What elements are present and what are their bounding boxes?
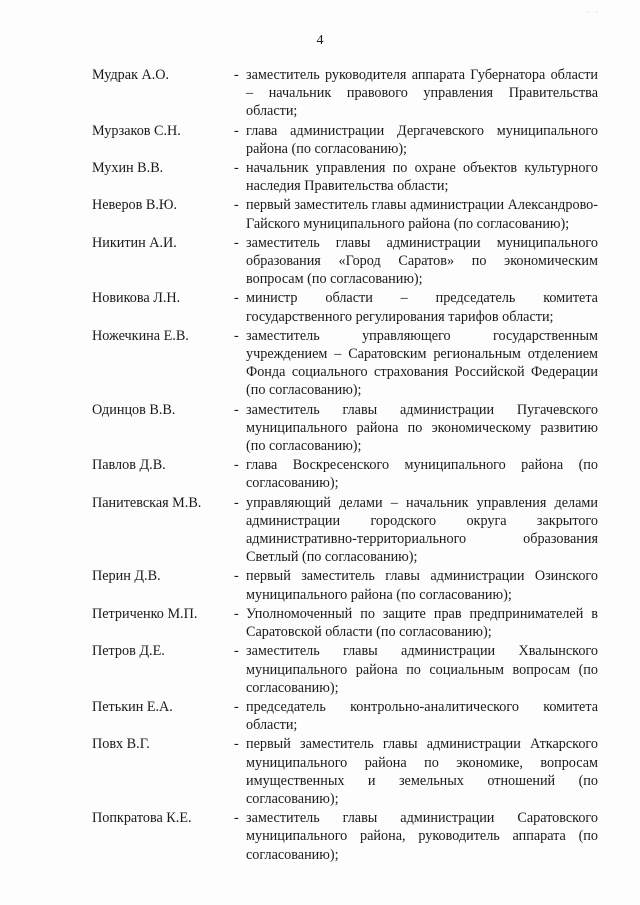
member-name: Попкратова К.Е.: [92, 810, 192, 827]
member-name: Мудрак А.О.: [92, 67, 170, 83]
member-name: Неверов В.Ю.: [92, 197, 178, 214]
dash-separator: -: [234, 122, 239, 139]
dash-separator: -: [234, 457, 239, 474]
page-number: 4: [316, 33, 324, 48]
member-role: министр области – председатель комитета государственного регулирования тарифов области;: [246, 290, 598, 325]
dash-separator: -: [234, 234, 239, 251]
list-item: [92, 196, 598, 232]
dash-separator: -: [234, 698, 239, 715]
dash-separator: -: [234, 327, 239, 344]
dash-separator: -: [234, 494, 239, 511]
member-role: первый заместитель главы администрации Аткарского муниципального района по экономике, вопросам имущественных и земельных отношений (по согласованию);: [246, 736, 598, 807]
member-role: заместитель управляющего государственным учреждением – Саратовским региональным отделением Фонда социального страхования Российской Федерации (по согласованию);: [246, 327, 598, 399]
member-role: заместитель главы администрации Хвалынского муниципального района по социальным вопросам (по согласованию);: [246, 643, 598, 696]
member-role: глава администрации Дергачевского муниципального района (по согласованию);: [246, 122, 598, 157]
list-item: [92, 735, 598, 808]
dash-separator: -: [234, 290, 239, 307]
list-item: [92, 494, 598, 567]
dash-separator: -: [234, 736, 239, 753]
member-name: Одинцов В.В.: [92, 401, 176, 418]
list-item: [92, 605, 598, 641]
member-role: начальник управления по охране объектов культурного наследия Правительства области;: [246, 160, 598, 195]
list-item: [92, 809, 598, 864]
member-role: заместитель главы администрации Саратовского муниципального района, руководитель аппарата (по согласованию);: [246, 810, 598, 863]
member-name: Никитин А.И.: [92, 234, 177, 251]
member-role: председатель контрольно-аналитического комитета области;: [246, 698, 598, 734]
member-name: Павлов Д.В.: [92, 457, 166, 474]
member-name: Ножечкина Е.В.: [92, 327, 189, 344]
member-name: Перин Д.В.: [92, 568, 161, 585]
list-item: [92, 159, 598, 195]
member-name: Повх В.Г.: [92, 736, 150, 753]
member-role: первый заместитель главы администрации Озинского муниципального района (по согласованию);: [246, 568, 598, 603]
list-item: [92, 456, 598, 492]
list-item: [92, 401, 598, 456]
dash-separator: -: [234, 568, 239, 585]
dash-separator: -: [234, 197, 239, 214]
dash-separator: -: [234, 605, 239, 622]
member-role: заместитель руководителя аппарата Губернатора области – начальник правового управления Правительства области;: [246, 67, 598, 120]
member-role: заместитель главы администрации Пугачевского муниципального района по экономическому развитию (по согласованию);: [246, 401, 598, 455]
member-name: Петриченко М.П.: [92, 605, 198, 622]
dash-separator: -: [234, 810, 239, 827]
member-role: управляющий делами – начальник управления делами администрации городского округа закрытого административно-территориального образования Светлый (по согласованию);: [246, 494, 598, 566]
member-role: глава Воскресенского муниципального района (по согласованию);: [246, 457, 598, 492]
member-name: Панитевская М.В.: [92, 494, 202, 511]
member-list: [92, 66, 598, 864]
list-item: [92, 327, 598, 400]
list-item: [92, 66, 598, 121]
member-name: Петькин Е.А.: [92, 698, 173, 715]
member-role: заместитель главы администрации муниципального образования «Город Саратов» по экономическим вопросам (по согласованию);: [246, 234, 598, 288]
scan-specks: · ·: [586, 8, 600, 17]
list-item: [92, 642, 598, 697]
list-item: [92, 567, 598, 603]
member-name: Петров Д.Е.: [92, 643, 165, 660]
list-item: [92, 234, 598, 289]
member-name: Новикова Л.Н.: [92, 290, 181, 307]
dash-separator: -: [234, 160, 239, 177]
dash-separator: -: [234, 643, 239, 660]
list-item: [92, 122, 598, 158]
member-role: Уполномоченный по защите прав предпринимателей в Саратовской области (по согласованию);: [246, 605, 598, 641]
member-name: Мухин В.В.: [92, 160, 164, 177]
list-item: [92, 289, 598, 325]
member-role: первый заместитель главы администрации Александрово-Гайского муниципального района (по согласованию);: [246, 197, 598, 232]
list-item: [92, 698, 598, 734]
dash-separator: -: [234, 401, 239, 418]
member-name: Мурзаков С.Н.: [92, 122, 181, 139]
dash-separator: -: [234, 67, 239, 83]
